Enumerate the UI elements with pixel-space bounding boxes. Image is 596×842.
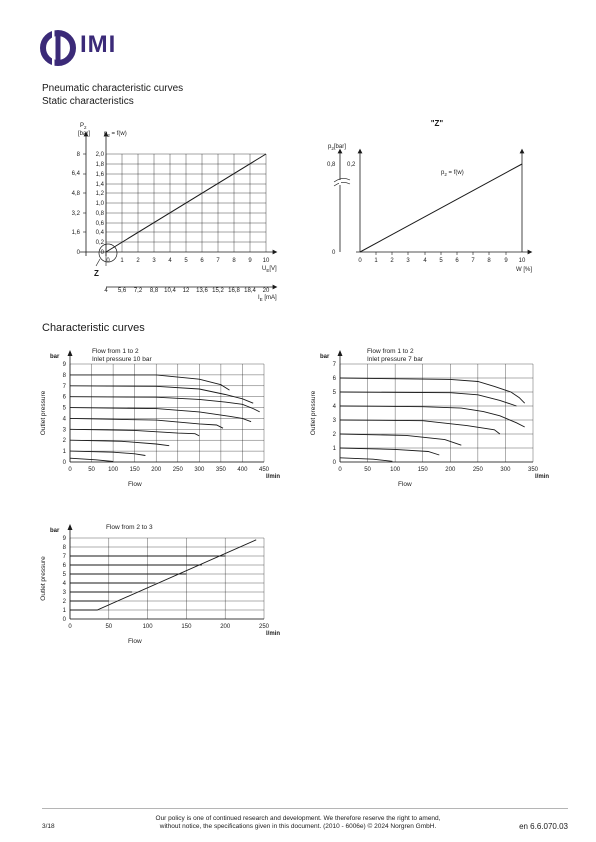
series-line (340, 392, 517, 406)
svg-text:10: 10 (262, 258, 270, 264)
x-unit-label: l/min (266, 631, 281, 637)
y-tick-label: 7 (62, 554, 66, 560)
z-chart-title: "Z" (430, 119, 444, 128)
series-line (340, 434, 461, 445)
x-axis-label: Flow (398, 481, 412, 488)
x-axis-label: Flow (128, 481, 142, 488)
svg-text:1,6: 1,6 (71, 230, 80, 236)
flow-chart-10bar (30, 344, 290, 490)
svg-text:1: 1 (374, 258, 378, 264)
chart-title: Flow from 1 to 2 Inlet pressure 7 bar (367, 348, 424, 363)
y-tick-label: 6 (62, 563, 66, 569)
y-tick-label: 4 (62, 416, 66, 423)
svg-text:1,0: 1,0 (95, 201, 104, 207)
x-tick-label: 300 (500, 467, 511, 473)
x-tick-label: 150 (181, 624, 192, 630)
x-tick-label: 250 (472, 467, 483, 473)
svg-text:1,2: 1,2 (95, 191, 104, 197)
z-function-line (360, 164, 522, 252)
svg-text:7: 7 (471, 258, 475, 264)
svg-text:4: 4 (423, 258, 427, 264)
static-title: Static characteristics (42, 96, 134, 107)
x-tick-label: 150 (129, 467, 140, 473)
y-tick-label: 1 (62, 608, 66, 614)
x-tick-label: 350 (527, 467, 539, 473)
series-line (70, 418, 223, 428)
x-axis-label: Flow (128, 638, 142, 645)
y-tick-label: 2 (62, 438, 66, 445)
series-line (70, 386, 253, 403)
x-tick-label: 0 (68, 624, 72, 630)
y-tick-label: 9 (62, 536, 66, 542)
x-tick-label: 100 (142, 624, 153, 630)
footer-note (120, 815, 476, 831)
bar-label: [bar] (78, 131, 91, 137)
svg-text:0: 0 (106, 258, 110, 264)
chart-title: Flow from 2 to 3 (106, 524, 153, 531)
svg-text:0: 0 (76, 250, 80, 256)
x-tick-label: 200 (220, 624, 231, 630)
svg-text:6: 6 (200, 258, 204, 264)
x-tick-label: 50 (88, 467, 95, 473)
y-unit-label: bar (320, 354, 330, 360)
svg-text:0: 0 (358, 258, 362, 264)
svg-text:8,8: 8,8 (149, 288, 159, 294)
y-tick-label: 2 (332, 432, 336, 438)
func-label: $p_2 = f(w)$ (104, 131, 127, 138)
svg-text:20: 20 (262, 288, 270, 294)
static-characteristic-chart (50, 116, 310, 306)
z-p2-label: $p_2[bar]$ (328, 144, 346, 151)
y-tick-label: 3 (62, 590, 66, 596)
svg-text:16,8: 16,8 (228, 288, 240, 294)
svg-text:7: 7 (216, 258, 220, 264)
y-tick-label: 9 (62, 362, 66, 368)
svg-text:2: 2 (136, 258, 140, 264)
y-axis-label: Outlet pressure (40, 390, 47, 436)
svg-text:6,4: 6,4 (71, 171, 80, 177)
y-tick-label: 7 (332, 362, 336, 368)
svg-text:15,2: 15,2 (212, 288, 224, 294)
svg-text:10: 10 (518, 258, 526, 264)
svg-text:1,4: 1,4 (95, 182, 104, 188)
series-line (70, 440, 169, 446)
svg-text:2,0: 2,0 (95, 152, 104, 158)
svg-text:5,6: 5,6 (117, 288, 127, 294)
ma-tick-labels (104, 288, 270, 294)
svg-text:4,8: 4,8 (71, 191, 80, 197)
x-tick-label: 350 (215, 467, 226, 473)
y-tick-label: 1 (332, 446, 336, 452)
imi-logo-mark (40, 30, 76, 66)
x-tick-label: 50 (105, 624, 113, 630)
series-line (70, 408, 251, 422)
y-unit-label: bar (50, 528, 60, 534)
right-tick-labels (96, 152, 105, 256)
footer-note-line-2: without notice, the specifications given in this document. (2010 - 6006e) © 2024 Norgren GmbH. (159, 823, 437, 830)
series-line (70, 451, 145, 455)
left-tick-labels (72, 152, 81, 256)
x-tick-label: 400 (237, 467, 248, 473)
svg-text:1,6: 1,6 (95, 172, 104, 178)
pneumatic-title: Pneumatic characteristic curves (42, 83, 184, 94)
svg-text:9: 9 (504, 258, 508, 264)
y-tick-label: 8 (62, 372, 66, 379)
footer-note-line-1: Our policy is one of continued research and development. We therefore reserve the right to amend, (155, 815, 441, 822)
y-axis-label: Outlet pressure (40, 556, 47, 601)
page-number: 3/18 (42, 823, 55, 830)
svg-text:13,6: 13,6 (196, 288, 208, 294)
x-tick-label: 150 (417, 467, 428, 473)
z-detail-chart (320, 116, 550, 281)
x-tick-label: 250 (258, 624, 270, 630)
x-tick-label: 100 (390, 467, 401, 473)
y-tick-label: 4 (332, 404, 336, 410)
ma-axis-label: $I_E$ [mA] (258, 295, 277, 302)
x-unit-label: l/min (266, 474, 281, 480)
p2-label: $P_2$ (80, 123, 87, 130)
x-tick-label: 0 (68, 467, 72, 473)
flow-chart-7bar (305, 344, 550, 490)
x-axis-label: $U_E[V]$ (262, 266, 277, 273)
flow-chart-2to3 (30, 520, 290, 656)
y-tick-label: 5 (62, 405, 66, 412)
svg-text:1,8: 1,8 (95, 162, 104, 168)
series-line (340, 420, 500, 434)
svg-text:6: 6 (455, 258, 459, 264)
document-code: en 6.6.070.03 (519, 822, 568, 831)
svg-text:0,2: 0,2 (95, 240, 104, 246)
y-unit-label: bar (50, 354, 60, 360)
chart-title: Flow from 1 to 2 Inlet pressure 10 bar (92, 348, 152, 363)
imi-logo (40, 30, 150, 66)
z-x-tick-labels (358, 258, 526, 264)
y-tick-label: 5 (332, 390, 336, 396)
svg-text:0,8: 0,8 (95, 211, 104, 217)
y-axis-arrow (68, 350, 73, 356)
svg-text:0,4: 0,4 (95, 230, 104, 236)
y-tick-label: 0 (62, 617, 66, 623)
x-tick-label: 200 (151, 467, 162, 473)
y-tick-label: 6 (62, 394, 66, 401)
z-tick-08: 0,8 (327, 162, 336, 168)
x-unit-label: l/min (535, 474, 550, 480)
svg-text:3,2: 3,2 (71, 211, 80, 217)
z-tick-02: 0,2 (347, 162, 356, 168)
svg-text:5: 5 (439, 258, 443, 264)
svg-text:8: 8 (487, 258, 491, 264)
svg-text:3: 3 (152, 258, 156, 264)
series-line (340, 448, 439, 455)
z-marker-label: Z (94, 269, 99, 278)
y-tick-label: 5 (62, 572, 66, 578)
svg-text:10,4: 10,4 (164, 288, 176, 294)
y-tick-label: 1 (62, 449, 66, 456)
svg-text:1: 1 (120, 258, 124, 264)
y-axis-label: Outlet pressure (310, 390, 317, 436)
x-tick-label: 100 (108, 467, 119, 473)
svg-text:8: 8 (232, 258, 236, 264)
y-tick-label: 0 (62, 460, 66, 466)
x-tick-label: 300 (194, 467, 205, 473)
svg-text:9: 9 (248, 258, 252, 264)
x-tick-label: 200 (445, 467, 456, 473)
svg-text:18,4: 18,4 (244, 288, 256, 294)
x-tick-label: 450 (258, 467, 270, 473)
svg-text:12: 12 (182, 288, 190, 294)
y-tick-label: 0 (332, 460, 336, 466)
z-func-label: $p_2 = f(w)$ (441, 170, 464, 177)
y-tick-label: 4 (62, 581, 66, 587)
y-axis-arrow (68, 524, 73, 530)
y-tick-label: 2 (62, 599, 66, 605)
y-tick-label: 3 (62, 427, 66, 434)
svg-text:8: 8 (76, 152, 80, 158)
series-line (340, 458, 392, 462)
imi-logo-text: IMI (80, 31, 117, 58)
z-zero-label: 0 (332, 250, 336, 256)
z-leader-line (96, 259, 100, 266)
series-line (70, 375, 230, 390)
svg-text:3: 3 (406, 258, 410, 264)
svg-text:7,2: 7,2 (133, 288, 143, 294)
y-tick-label: 6 (332, 376, 336, 382)
y-tick-label: 8 (62, 545, 66, 551)
y-axis-arrow (338, 350, 343, 356)
x-tick-label: 0 (338, 467, 342, 473)
footer-divider (42, 808, 568, 809)
series-line (70, 540, 256, 610)
x-tick-labels (106, 258, 270, 264)
z-x-axis-label: W [%] (516, 267, 532, 273)
svg-text:4: 4 (168, 258, 172, 264)
axis-break-mark (334, 178, 350, 186)
svg-text:5: 5 (184, 258, 188, 264)
y-tick-label: 7 (62, 383, 66, 390)
svg-text:4: 4 (104, 288, 108, 294)
characteristic-curves-title: Characteristic curves (42, 322, 145, 334)
x-tick-label: 250 (172, 467, 183, 473)
svg-text:0: 0 (100, 250, 104, 256)
x-tick-label: 50 (364, 467, 371, 473)
svg-text:0,6: 0,6 (95, 221, 104, 227)
y-tick-label: 3 (332, 418, 336, 424)
svg-text:2: 2 (390, 258, 394, 264)
